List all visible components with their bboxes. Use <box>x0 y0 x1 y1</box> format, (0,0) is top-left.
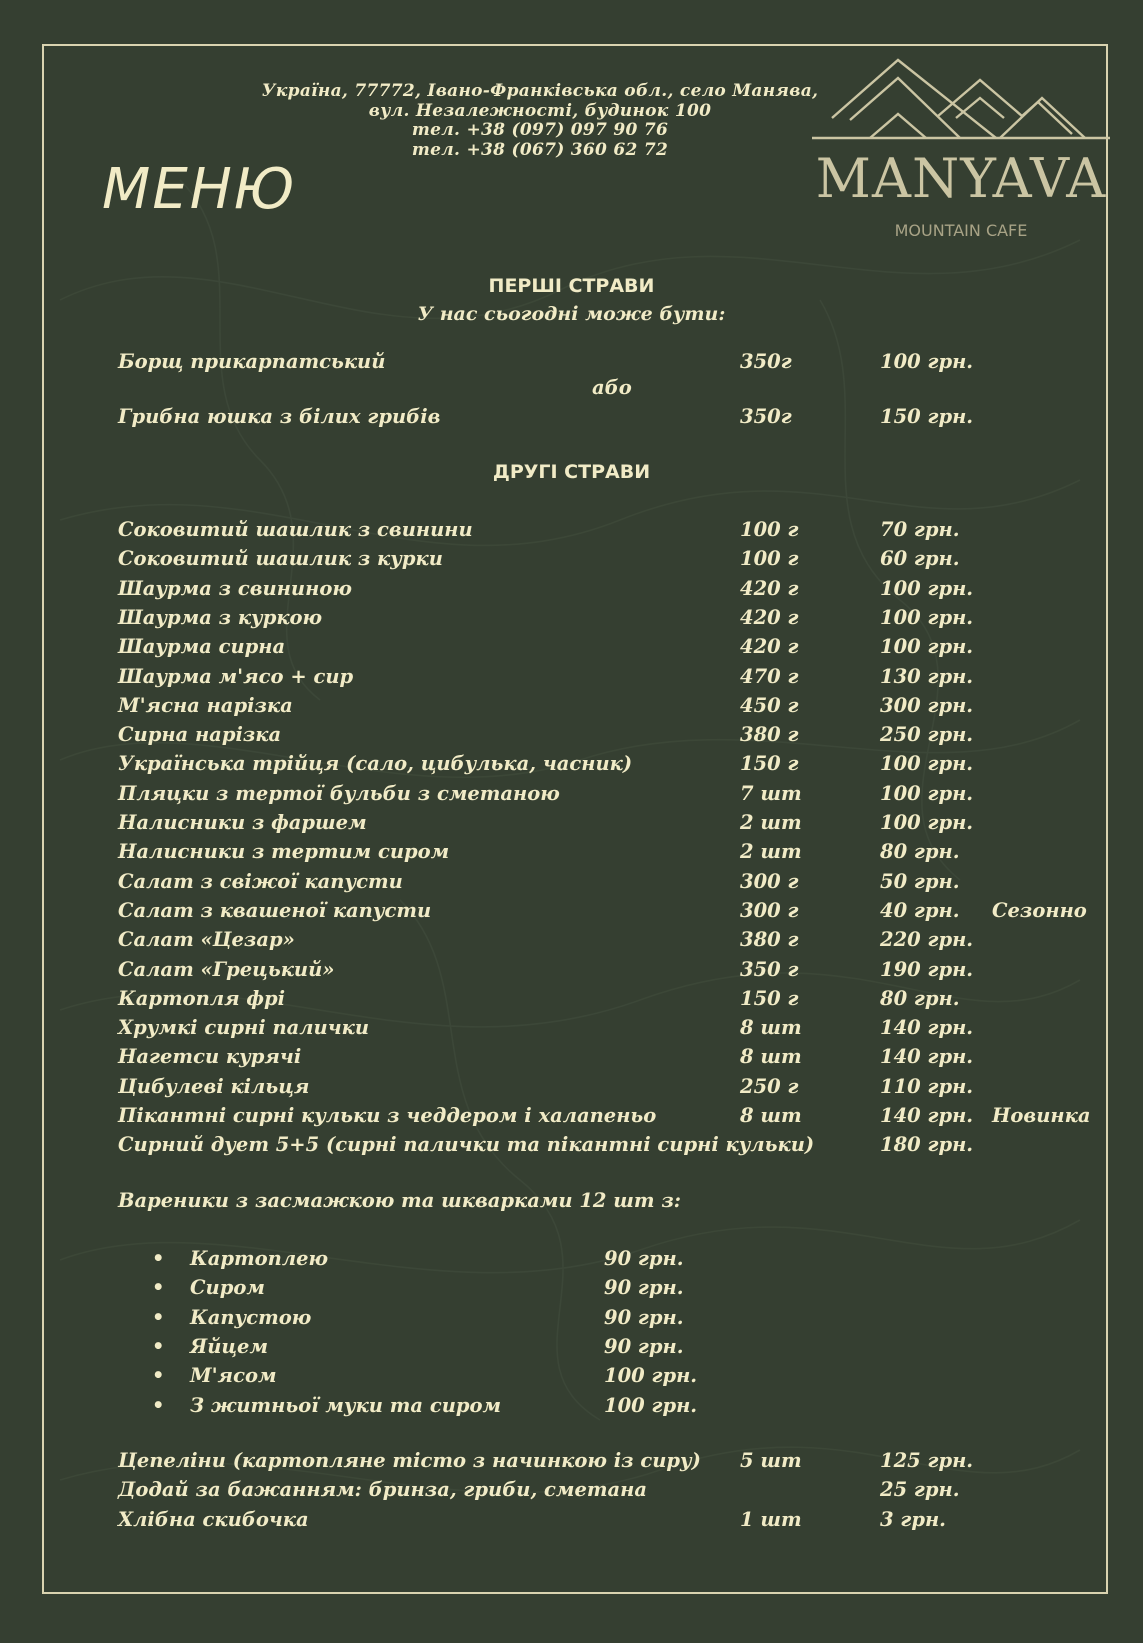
menu-item <box>0 869 1143 895</box>
item-weight: 420 г <box>740 605 799 629</box>
item-price: 100 грн. <box>880 781 974 805</box>
item-name: Налисники з фаршем <box>118 811 367 834</box>
item-price: 190 грн. <box>880 957 974 981</box>
menu-item <box>0 1103 1143 1129</box>
item-price: 140 грн. <box>880 1104 974 1127</box>
item-name: Шаурма м'ясо + сир <box>118 664 354 688</box>
item-price: 100 грн. <box>880 350 974 373</box>
item-price: 50 грн. <box>880 869 960 893</box>
item-name: Соковитий шашлик з курки <box>118 547 443 571</box>
item-price: 100 грн. <box>880 811 974 834</box>
item-weight: 470 г <box>740 664 799 688</box>
item-price: 100 грн. <box>604 1364 698 1388</box>
item-weight: 1 шт <box>740 1507 802 1531</box>
list-item <box>0 1393 1143 1419</box>
item-name: Шаурма з куркою <box>118 605 323 629</box>
menu-item <box>0 1015 1143 1041</box>
item-weight: 100 г <box>740 518 799 541</box>
logo <box>810 58 1112 248</box>
bullet-icon: • <box>152 1276 165 1300</box>
item-price: 100 грн. <box>880 635 974 659</box>
item-name: Цибулеві кільця <box>118 1074 310 1098</box>
item-name: Хлібна скибочка <box>118 1507 309 1531</box>
item-weight: 350 г <box>740 957 799 981</box>
item-name: Хрумкі сирні палички <box>118 1016 370 1040</box>
item-name: Салат «Грецький» <box>118 957 335 981</box>
item-price: 90 грн. <box>604 1334 684 1358</box>
item-name: Налисники з тертим сиром <box>118 840 450 864</box>
item-weight: 100 г <box>740 547 799 571</box>
item-name: Пляцки з тертої бульби з сметаною <box>118 781 560 805</box>
item-weight: 7 шт <box>740 781 802 805</box>
item-name: М'ясом <box>190 1364 277 1388</box>
phone-number: тел. +38 (067) 360 62 72 <box>411 139 669 160</box>
item-name: Грибна юшка з білих грибів <box>118 405 441 428</box>
item-name: Сиром <box>190 1276 265 1300</box>
item-weight: 420 г <box>740 635 799 659</box>
item-weight: 2 шт <box>740 811 802 834</box>
item-name: М'ясна нарізка <box>118 693 293 717</box>
item-weight: 250 г <box>740 1074 799 1098</box>
or-separator: або <box>592 376 632 399</box>
bullet-icon: • <box>152 1334 165 1358</box>
menu-item <box>0 404 1143 430</box>
item-name: Картоплею <box>190 1247 329 1270</box>
item-price: 220 грн. <box>880 928 974 952</box>
item-note: Новинка <box>992 1104 1091 1127</box>
item-name: Шаурма сирна <box>118 635 286 659</box>
item-name: Сирна нарізка <box>118 723 282 747</box>
item-price: 125 грн. <box>880 1449 974 1472</box>
menu-item <box>0 722 1143 748</box>
item-price: 40 грн. <box>880 898 960 922</box>
item-weight: 300 г <box>740 898 799 922</box>
menu-item <box>0 781 1143 807</box>
item-weight: 350г <box>740 350 792 373</box>
item-price: 25 грн. <box>880 1478 960 1502</box>
menu-item <box>0 576 1143 602</box>
menu-item <box>0 1507 1143 1533</box>
item-weight: 300 г <box>740 869 799 893</box>
list-item <box>0 1246 1143 1272</box>
item-name: Нагетси курячі <box>118 1045 302 1069</box>
item-price: 180 грн. <box>880 1133 974 1157</box>
menu-item <box>0 546 1143 572</box>
section-title-second-courses: ДРУГІ СТРАВИ <box>492 461 651 483</box>
item-price: 250 грн. <box>880 723 974 747</box>
logo-name: MANYAVA <box>815 147 1107 210</box>
item-name: Салат з квашеної капусти <box>118 898 432 922</box>
section-title-first-courses: ПЕРШІ СТРАВИ <box>488 275 655 297</box>
menu-item <box>0 1477 1143 1503</box>
item-price: 3 грн. <box>880 1507 946 1531</box>
menu-item <box>0 957 1143 983</box>
item-price: 100 грн. <box>880 576 974 600</box>
item-weight: 380 г <box>740 723 799 747</box>
section-subtitle: У нас сьогодні може бути: <box>417 303 726 325</box>
item-price: 130 грн. <box>880 664 974 688</box>
menu-item <box>0 634 1143 660</box>
item-price: 90 грн. <box>604 1276 684 1300</box>
bullet-icon: • <box>152 1393 165 1417</box>
item-price: 60 грн. <box>880 547 960 571</box>
menu-item <box>0 1448 1143 1474</box>
item-price: 140 грн. <box>880 1016 974 1040</box>
menu-item <box>0 1074 1143 1100</box>
item-price: 100 грн. <box>604 1393 698 1417</box>
menu-item <box>0 839 1143 865</box>
item-price: 110 грн. <box>880 1074 974 1098</box>
item-name: Шаурма з свининою <box>118 576 352 600</box>
bullet-icon: • <box>152 1305 165 1329</box>
menu-item <box>0 1132 1143 1158</box>
item-weight: 8 шт <box>740 1016 802 1040</box>
menu-item <box>0 664 1143 690</box>
menu-item <box>0 517 1143 543</box>
item-name: Соковитий шашлик з свинини <box>118 518 473 541</box>
menu-item <box>0 349 1143 375</box>
item-name: Борщ прикарпатський <box>118 350 386 373</box>
item-name: Додай за бажанням: бринза, гриби, сметана <box>118 1478 647 1502</box>
item-name: Пікантні сирні кульки з чеддером і халапеньо <box>118 1104 657 1127</box>
menu-item <box>0 693 1143 719</box>
menu-item <box>0 810 1143 836</box>
item-price: 300 грн. <box>880 693 974 717</box>
menu-item <box>0 1044 1143 1070</box>
item-name: Українська трійця (сало, цибулька, часник) <box>118 752 633 776</box>
item-name: Салат з свіжої капусти <box>118 869 403 893</box>
item-note: Сезонно <box>992 898 1087 922</box>
item-weight: 350г <box>740 405 792 428</box>
item-price: 140 грн. <box>880 1045 974 1069</box>
item-price: 80 грн. <box>880 986 960 1010</box>
item-name: Сирний дует 5+5 (сирні палички та пікантні сирні кульки) <box>118 1133 815 1157</box>
menu-item <box>0 927 1143 953</box>
menu-item <box>0 986 1143 1012</box>
item-price: 70 грн. <box>880 518 960 541</box>
address-line: вул. Незалежності, будинок 100 <box>368 100 712 121</box>
page-title: МЕНЮ <box>102 157 297 222</box>
mountains-icon <box>810 58 1112 148</box>
item-weight: 420 г <box>740 576 799 600</box>
item-price: 80 грн. <box>880 840 960 864</box>
item-weight: 150 г <box>740 986 799 1010</box>
contact-block <box>240 82 840 160</box>
list-item <box>0 1363 1143 1389</box>
item-weight: 380 г <box>740 928 799 952</box>
item-weight: 150 г <box>740 752 799 776</box>
list-item <box>0 1334 1143 1360</box>
item-price: 90 грн. <box>604 1247 684 1270</box>
item-name: Цепеліни (картопляне тісто з начинкою із сиру) <box>118 1449 701 1472</box>
item-name: Картопля фрі <box>118 986 286 1010</box>
menu-item <box>0 605 1143 631</box>
item-price: 100 грн. <box>880 605 974 629</box>
list-item <box>0 1305 1143 1331</box>
item-name: З житньої муки та сиром <box>190 1393 502 1417</box>
bullet-icon: • <box>152 1247 165 1270</box>
logo-subtitle: MOUNTAIN CAFE <box>894 221 1028 240</box>
item-weight: 8 шт <box>740 1045 802 1069</box>
item-price: 150 грн. <box>880 405 974 428</box>
item-name: Яйцем <box>190 1334 268 1358</box>
address-line: Україна, 77772, Івано-Франківська обл., село Манява, <box>261 81 819 101</box>
item-weight: 8 шт <box>740 1104 802 1127</box>
menu-item <box>0 898 1143 924</box>
bullet-icon: • <box>152 1364 165 1388</box>
item-name: Капустою <box>190 1305 312 1329</box>
phone-number: тел. +38 (097) 097 90 76 <box>411 120 669 140</box>
list-item <box>0 1275 1143 1301</box>
item-name: Салат «Цезар» <box>118 928 295 952</box>
vareniki-heading: Вареники з засмажкою та шкварками 12 шт з: <box>118 1189 681 1212</box>
item-weight: 2 шт <box>740 840 802 864</box>
item-weight: 450 г <box>740 693 799 717</box>
item-price: 90 грн. <box>604 1305 684 1329</box>
item-price: 100 грн. <box>880 752 974 776</box>
menu-item <box>0 751 1143 777</box>
item-weight: 5 шт <box>740 1449 802 1472</box>
